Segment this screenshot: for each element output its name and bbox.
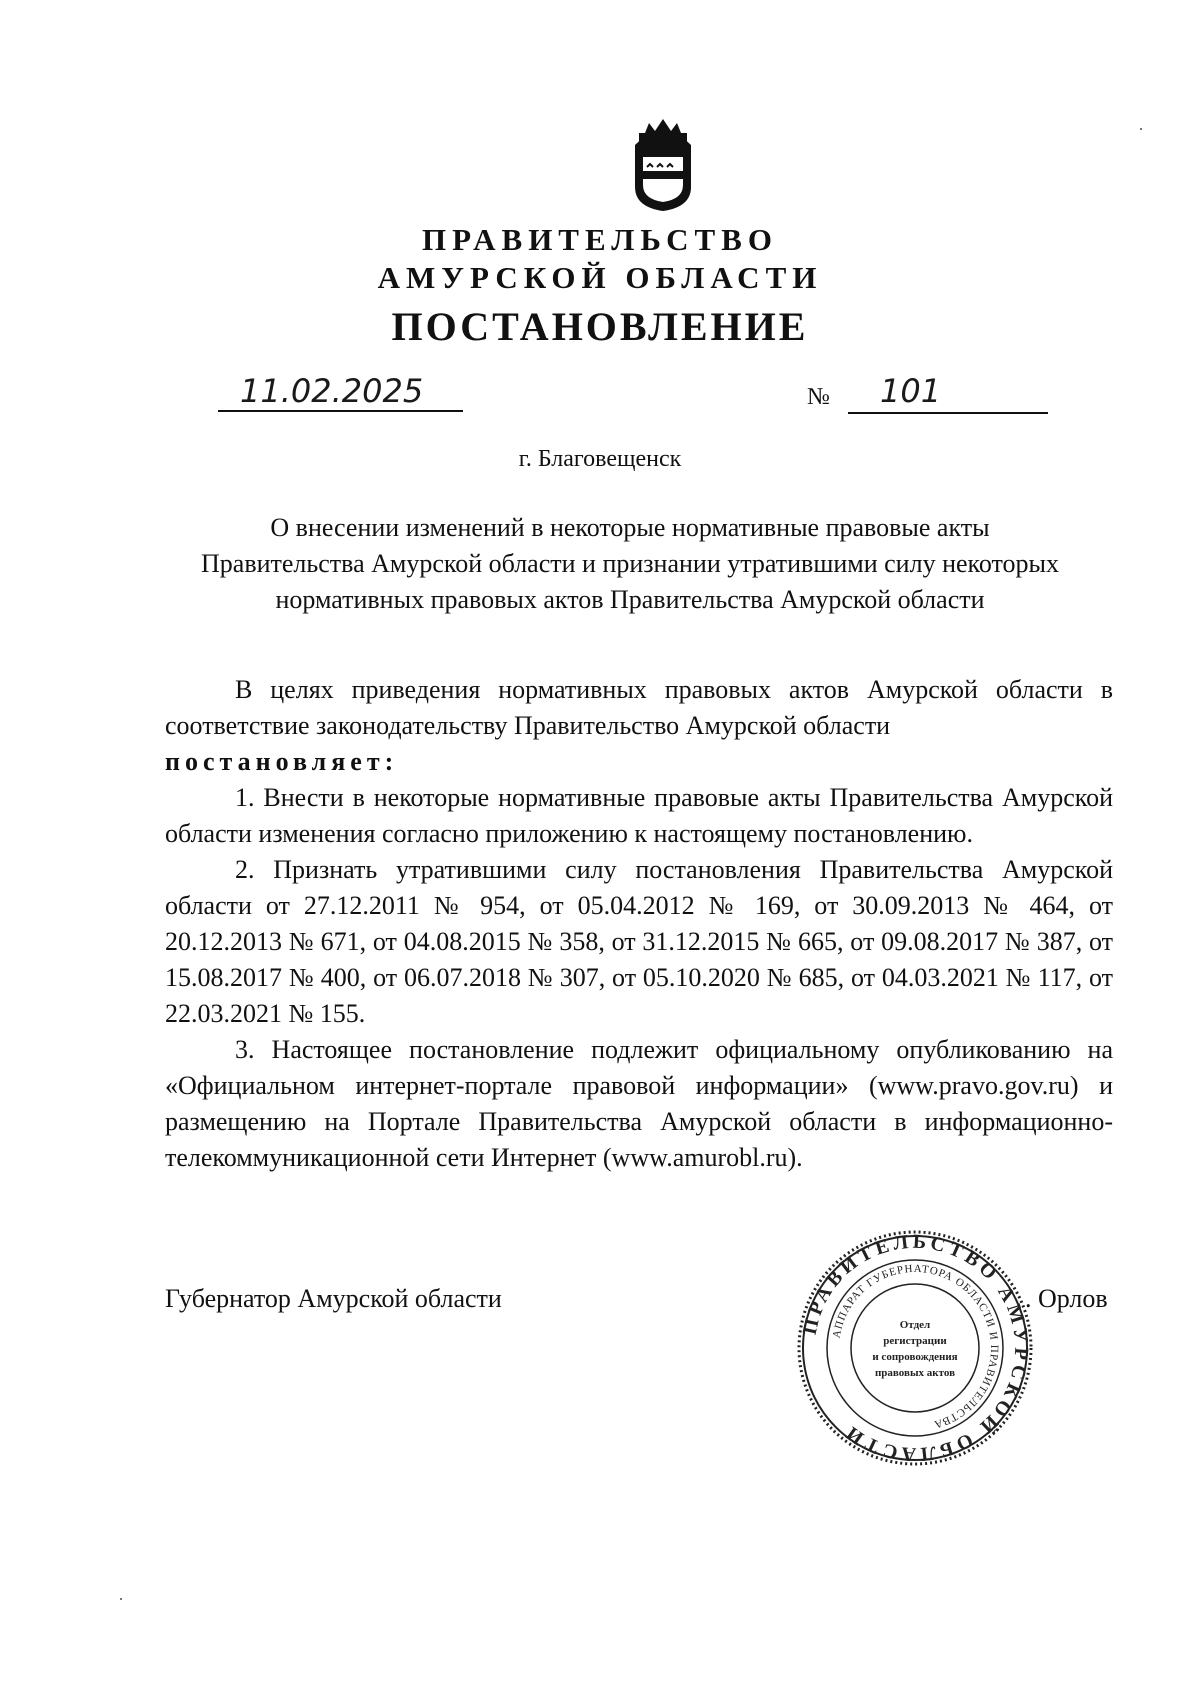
- title-line: О внесении изменений в некоторые нормативные правовые акты: [270, 513, 990, 542]
- document-title: [150, 510, 1110, 618]
- scan-speck: [120, 1598, 122, 1600]
- number-sign: №: [807, 384, 830, 410]
- title-line: Правительства Амурской области и признании утратившими силу некоторых: [201, 549, 1059, 578]
- document-date: 11.02.2025: [240, 372, 424, 410]
- stamp-center-line: и сопровождения: [872, 1351, 958, 1363]
- stamp-outer-text: ПРАВИТЕЛЬСТВО АМУРСКОЙ ОБЛАСТИ: [798, 1230, 1033, 1466]
- item-1: 1. Внести в некоторые нормативные правовые акты Правительства Амурской области изменения согласно приложению к настоящему постановлению.: [165, 783, 1113, 848]
- date-underline: [218, 410, 463, 412]
- signatory-title: Губернатор Амурской области: [165, 1284, 502, 1313]
- government-name-line2: АМУРСКОЙ ОБЛАСТИ: [377, 260, 823, 295]
- document-type: ПОСТАНОВЛЕНИЕ: [391, 304, 809, 349]
- number-underline: [848, 412, 1048, 414]
- stamp-center-line: регистрации: [883, 1335, 947, 1347]
- title-line: нормативных правовых актов Правительства Амурской области: [275, 585, 985, 614]
- signatory-name: . Орлов: [1025, 1284, 1108, 1313]
- stamp-center-line: правовых актов: [874, 1367, 956, 1379]
- official-stamp-icon: [795, 1228, 1035, 1468]
- item-2: 2. Признать утратившими силу постановления Правительства Амурской области от 27.12.2011 № 954, от 05.04.2012 № 169, от 30.09.2013 № 464, от 20.12.2013 № 671, от 04.08.2015 № 358, от 31.12.2015 № 665, от 09.08.2017 № 387, от 15.08.2017 № 400, от 06.07.2018 № 307, от 05.10.2020 № 685, от 04.03.2021 № 117, от 22.03.2021 № 155.: [165, 855, 1113, 1028]
- document-body: [165, 672, 1113, 1176]
- city-name: г. Благовещенск: [518, 446, 682, 472]
- coat-of-arms-icon: [625, 117, 701, 212]
- stamp-middle-text: АППАРАТ ГУБЕРНАТОРА ОБЛАСТИ И ПРАВИТЕЛЬСТВА: [830, 1262, 1001, 1431]
- resolves-word: постановляет:: [165, 747, 399, 776]
- stamp-center-line: Отдел: [899, 1319, 931, 1331]
- document-number: 101: [880, 372, 942, 410]
- government-name-line1: ПРАВИТЕЛЬСТВО: [422, 222, 778, 257]
- scan-speck: [1140, 128, 1142, 130]
- intro-paragraph: В целях приведения нормативных правовых актов Амурской области в соответствие законодательству Правительство Амурской области: [165, 675, 1113, 740]
- item-3: 3. Настоящее постановление подлежит официальному опубликованию на «Официальном интернет-портале правовой информации» (www.pravo.gov.ru) и размещению на Портале Правительства Амурской области в информационно-телекоммуникационной сети Интернет (www.amurobl.ru).: [165, 1035, 1113, 1172]
